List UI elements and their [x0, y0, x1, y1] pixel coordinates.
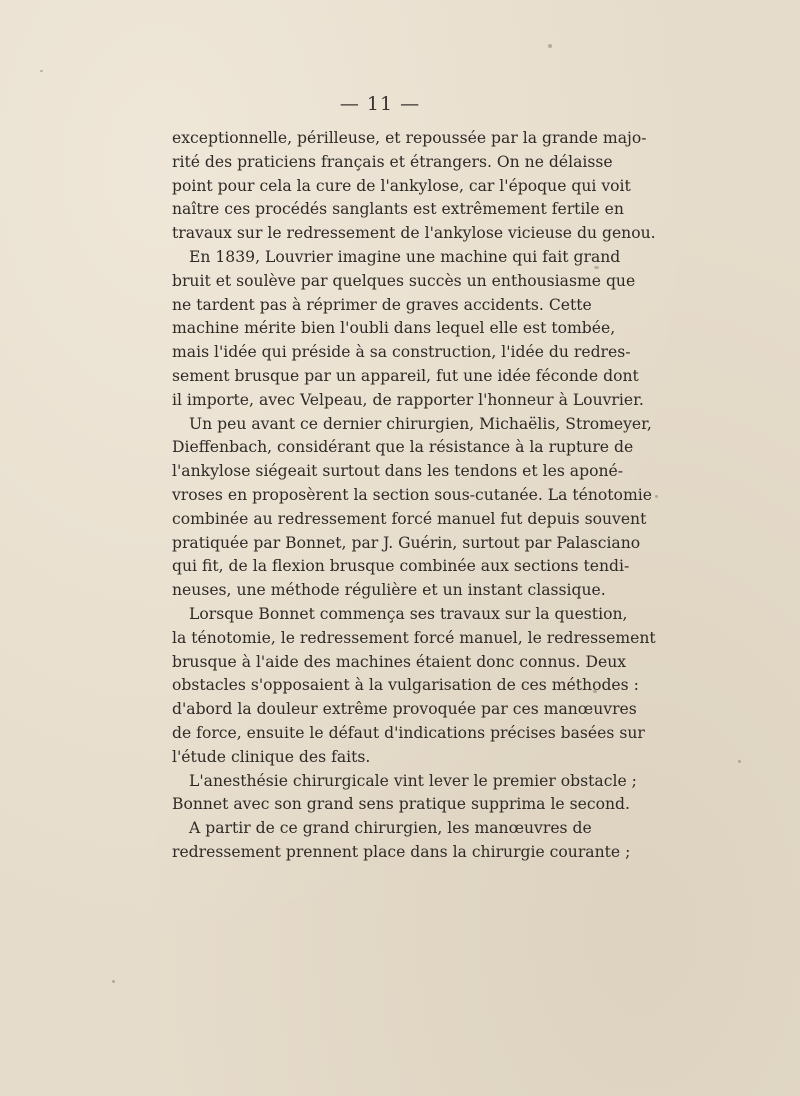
text-line: vroses en proposèrent la section sous-cutanée. La ténotomie — [172, 485, 652, 504]
text-line: L'anesthésie chirurgicale vint lever le premier obstacle ; — [189, 771, 637, 790]
page-number: — 11 — — [339, 93, 421, 115]
text-line: Dieffenbach, considérant que la résistance à la rupture de — [172, 438, 634, 457]
text-line: qui fit, de la flexion brusque combinée aux sections tendi- — [172, 557, 630, 576]
text-line: exceptionnelle, périlleuse, et repoussée par la grande majo- — [172, 129, 647, 147]
paper-speck — [548, 44, 552, 48]
text-line: de force, ensuite le défaut d'indications précises basées sur — [172, 723, 645, 742]
paper-speck — [594, 266, 599, 269]
text-line: redressement prennent place dans la chirurgie courante ; — [172, 842, 631, 861]
text-line: bruit et soulève par quelques succès un enthousiasme que — [172, 271, 636, 290]
paper-speck — [655, 495, 658, 498]
text-line: l'étude clinique des faits. — [172, 747, 371, 766]
paper-speck — [606, 425, 611, 428]
text-line: neuses, une méthode régulière et un instant classique. — [172, 581, 606, 600]
text-line: Lorsque Bonnet commença ses travaux sur la question, — [189, 604, 628, 623]
paper-speck — [112, 980, 115, 983]
text-line: naître ces procédés sanglants est extrêmement fertile en — [172, 200, 624, 219]
text-line: pratiquée par Bonnet, par J. Guérin, surtout par Palasciano — [172, 533, 641, 552]
text-line: la ténotomie, le redressement forcé manuel, le redressement — [172, 628, 656, 647]
text-line: obstacles s'opposaient à la vulgarisation de ces méthodes : — [172, 676, 639, 695]
text-line: il importe, avec Velpeau, de rapporter l'honneur à Louvrier. — [172, 390, 644, 409]
text-line: mais l'idée qui préside à sa construction, l'idée du redres- — [172, 343, 631, 362]
paper-speck — [593, 690, 597, 693]
text-line: d'abord la douleur extrême provoquée par ces manœuvres — [172, 700, 637, 719]
text-line: travaux sur le redressement de l'ankylose vicieuse du genou. — [172, 224, 656, 243]
text-line: sement brusque par un appareil, fut une idée féconde dont — [172, 366, 639, 385]
text-line: Un peu avant ce dernier chirurgien, Michaëlis, Stromeyer, — [189, 414, 652, 433]
text-line: A partir de ce grand chirurgien, les manœuvres de — [189, 819, 592, 838]
body-text — [172, 127, 656, 865]
text-line: brusque à l'aide des machines étaient donc connus. Deux — [172, 652, 627, 671]
text-line: combinée au redressement forcé manuel fut depuis souvent — [172, 509, 647, 528]
paper-speck — [40, 70, 43, 72]
text-line: machine mérite bien l'oubli dans lequel elle est tombée, — [172, 319, 616, 338]
text-line: rité des praticiens français et étrangers. On ne délaisse — [172, 152, 613, 171]
text-line: En 1839, Louvrier imagine une machine qui fait grand — [189, 247, 621, 266]
text-line: l'ankylose siégeait surtout dans les tendons et les aponé- — [172, 462, 623, 481]
paper-speck — [738, 760, 741, 763]
text-line: Bonnet avec son grand sens pratique supprima le second. — [172, 795, 630, 814]
text-line: ne tardent pas à réprimer de graves accidents. Cette — [172, 295, 592, 314]
text-line: point pour cela la cure de l'ankylose, car l'époque qui voit — [172, 176, 631, 195]
